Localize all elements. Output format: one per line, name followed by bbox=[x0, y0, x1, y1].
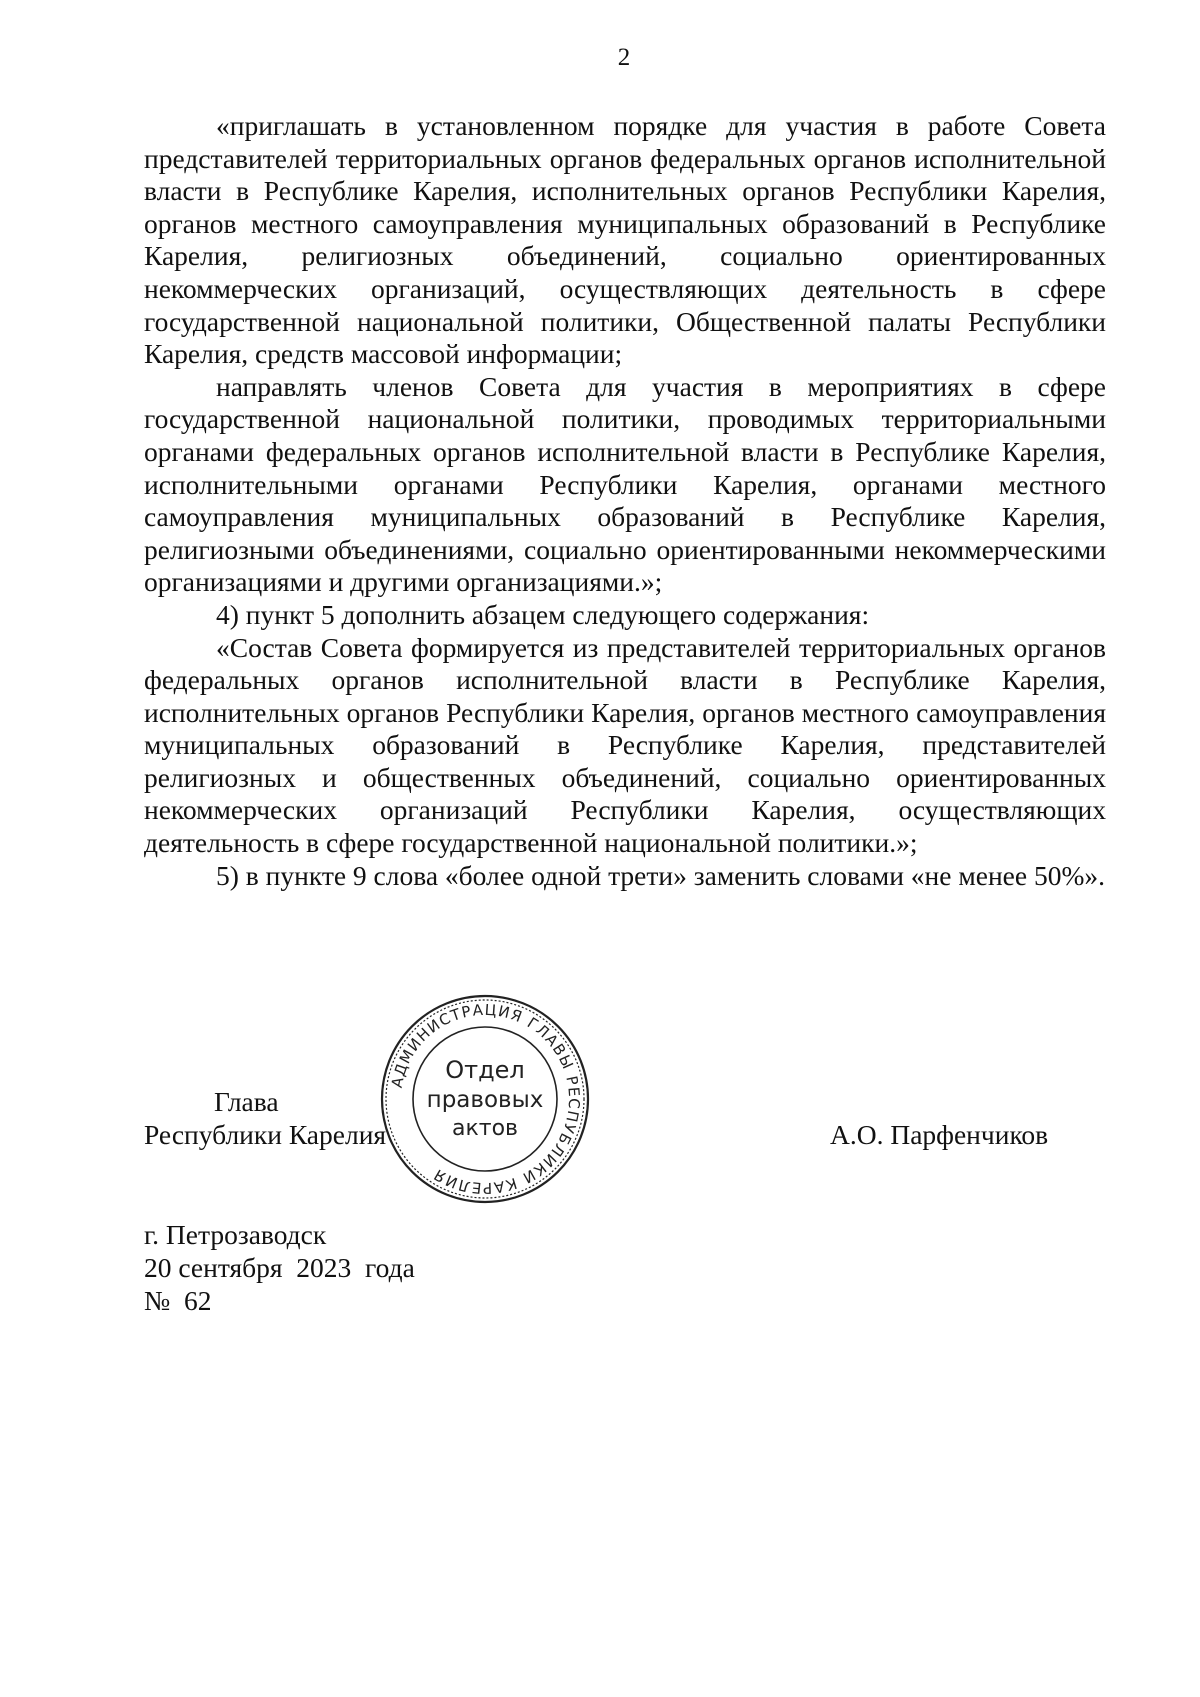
page-number: 2 bbox=[617, 44, 631, 71]
stamp-center-line2: правовых bbox=[426, 1087, 544, 1113]
stamp-seal-icon bbox=[378, 992, 592, 1206]
signatory-title-line2: Республики Карелия bbox=[144, 1119, 387, 1150]
paragraph-item-4: 4) пункт 5 дополнить абзацем следующего содержания: bbox=[216, 598, 870, 630]
paragraph-send-members: направлять членов Совета для участия в мероприятиях в сфере государственной национальной политики, проводимых территориальными органами федеральных органов исполнительной власти в Республике Карелия, исполнительными органами Республики Карелия, органами местного самоуправления муниципальных образований в Республике Карелия, религиозными объединениями, социально ориентированными некоммерческими организациями и другими организациями.»; bbox=[144, 370, 1106, 598]
date-line: 20 сентября 2023 года bbox=[144, 1252, 415, 1283]
signatory-name: А.О. Парфенчиков bbox=[830, 1119, 1049, 1150]
signature-block bbox=[0, 1085, 1200, 1175]
stamp-center-line3: актов bbox=[451, 1116, 519, 1141]
signatory-title-line1: Глава bbox=[214, 1086, 279, 1117]
official-stamp bbox=[378, 992, 592, 1206]
paragraph-invite: «приглашать в установленном порядке для участия в работе Совета представителей территориальных органов федеральных органов исполнительной власти в Республике Карелия, исполнительных органов Республики Карелия, органов местного самоуправления муниципальных образований в Республике Карелия, религиозных объединений, социально ориентированных некоммерческих организаций, осуществляющих деятельность в сфере государственной национальной политики, Общественной палаты Республики Карелия, средств массовой информации; bbox=[144, 110, 1106, 370]
place-date-number bbox=[144, 1218, 415, 1317]
document-body bbox=[144, 110, 1106, 892]
document-number: № 62 bbox=[144, 1285, 212, 1316]
stamp-center-line1: Отдел bbox=[445, 1056, 525, 1084]
paragraph-council-composition: «Состав Совета формируется из представителей территориальных органов федеральных органов исполнительной власти в Республике Карелия, исполнительных органов Республики Карелия, органов местного самоуправления муниципальных образований в Республике Карелия, представителей религиозных и общественных объединений, социально ориентированных некоммерческих организаций Республики Карелия, осуществляющих деятельность в сфере государственной национальной политики.»; bbox=[144, 631, 1106, 859]
stamp-ring-text: АДМИНИСТРАЦИЯ ГЛАВЫ РЕСПУБЛИКИ КАРЕЛИЯ bbox=[387, 1000, 584, 1198]
paragraph-item-5: 5) в пункте 9 слова «более одной трети» заменить словами «не менее 50%». bbox=[216, 859, 1105, 891]
city-line: г. Петрозаводск bbox=[144, 1219, 327, 1250]
